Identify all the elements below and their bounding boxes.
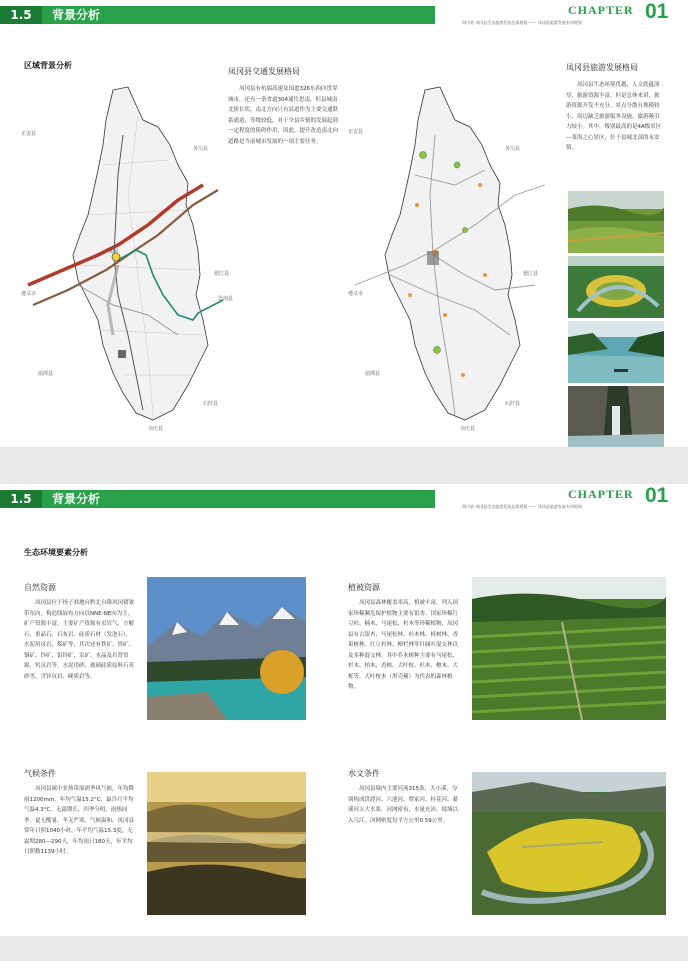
town-marker [118,350,126,358]
chapter-number: 01 [645,0,669,23]
climate-body: 凤冈县属中亚热带湿润季风气候，年均降雨1200mm，年均气温15.2°C，最冷月平均气温4.3°C，无霜期长，四季分明，雨热同季。夏无酷暑，冬无严寒，气候温和，凤冈县常年日照1040小时，年平均气温15.3度，无霜期280—290天，年均雨日180天，年平均日照数1139小时。 [24,786,135,855]
section-number: 1.5 [0,490,42,508]
tourism-map [345,75,555,435]
map-label: 正安县 [21,131,37,137]
tourism-body: 凤冈县生态环境优越，人文底蕴深厚，旅游资源丰富，但是总体来讲，旅游资源开发不充分，景点分散且规模较小，周边缺乏旅游服务设施，旅游吸引力较小。其中，级别最高的是4A级景区—茶海之心景区，位于县城北部的永安镇。 [566,82,662,151]
section-heading: 区域背景分析 [24,61,72,70]
page-background-analysis-1 [0,0,688,447]
chapter-number: 01 [645,484,669,507]
map-label: 正安县 [348,129,364,135]
section-title: 背景分析 [52,492,101,506]
photo-waterfall [568,386,664,447]
map-label: 思南县 [218,296,234,302]
photo-river-bend [568,256,664,318]
natural-body: 凤冈县位于扬子准地台黔北台隆凤冈褶皱带东向，构造线展布方向以NNE-NE向为主。矿产资源丰富，主要矿产资源有页岩气、方解石、重晶石、石灰岩、硅质石材（发泡石），水泥用页岩、煤矿等，其次还有铁矿、铁矿、铜矿、锌矿、铝锌矿、汞矿。水晶及岩背资源，钙页岩等，水泥用砂、玻璃硅质原料石英砂等，含锌页岩、硬质岩等。 [24,600,135,680]
map-label: 德江县 [214,271,230,277]
map-label: 余庆县 [148,426,164,432]
photo-snow-mountains [147,577,306,720]
county-seat-marker [427,251,439,265]
natural-title: 自然资源 [24,583,56,592]
page-header [0,0,688,30]
map-label: 石阡县 [203,401,219,407]
traffic-title: 凤冈县交通发展格局 [228,67,300,76]
map-label: 石阡县 [505,401,521,407]
vegetation-title: 植被资源 [348,583,380,592]
water-title: 水文条件 [348,769,380,778]
section-heading: 生态环境要素分析 [24,548,88,557]
page-background-analysis-2 [0,484,688,936]
traffic-body: 凤冈县有杭瑞高速及国道326东西向贯穿城市，还有一条省道304通往思南，但县城南北狭长状，南北方向只有县道作为主要交通联系通道，等级较低，对于全县乡镇的发展起到一定程度的阻碍作用，因此，提升改造南北向道路是当前城市发展的一项主要任务。 [228,86,339,145]
map-label: 凤冈 [108,249,119,255]
photo-lake [568,321,664,383]
map-label: 务川县 [193,146,209,152]
photo-tea-plantation [472,577,666,720]
section-title: 背景分析 [52,8,101,22]
map-label: 湄潭县 [38,371,54,377]
section-number: 1.5 [0,6,42,24]
map-label: 务川县 [505,146,521,152]
tourism-title: 凤冈县旅游发展格局 [566,63,638,72]
photo-misty-hills [147,772,306,915]
header-subtitle: 四川省 凤冈县生态旅游发展总体规划 —— 凤冈县旅游发展专项规划 [462,504,582,509]
header-subtitle: 四川省 凤冈县生态旅游发展总体规划 —— 凤冈县旅游发展专项规划 [462,20,582,25]
map-label: 遵义市 [348,291,364,297]
page-header [0,484,688,514]
map-label: 湄潭县 [365,371,381,377]
photo-tea-fields [568,191,664,253]
photo-river-oxbow [472,772,666,915]
map-label: 余庆县 [460,426,476,432]
climate-title: 气候条件 [24,769,56,778]
map-label: 遵义市 [21,291,37,297]
chapter-label: CHAPTER [568,3,634,17]
traffic-map [18,75,243,435]
water-body: 凤冈县境内主要河流315条，大小溪，分别构成洪渡河、六池河、覃家河、桂花河、綦溪河五大水系，河网密布，水量充沛，境域以入乌江，河网密度每平方公里0.59公里。 [348,786,459,824]
chapter-label: CHAPTER [568,487,634,501]
vegetation-body: 凤冈县森林覆盖率高，植被丰富，列入国家珍稀濒危保护植物主要有银杏、国家珍稀红豆杉、楠木、马尾松、杉木等珍稀植物，凤冈县有古银杏、马尾松林、杉木林、栎树林、香果树林、红豆杉林、檀栏林等针阔叶混交林以及多种混交林。其中乔木树种主要有马尾松、杉木、柏木、香樟、大叶桉、杉木、檫木、大栎等，大叶桉木（黑壳楠）为代表的森林植物。 [348,600,459,690]
map-label: 德江县 [523,271,539,277]
